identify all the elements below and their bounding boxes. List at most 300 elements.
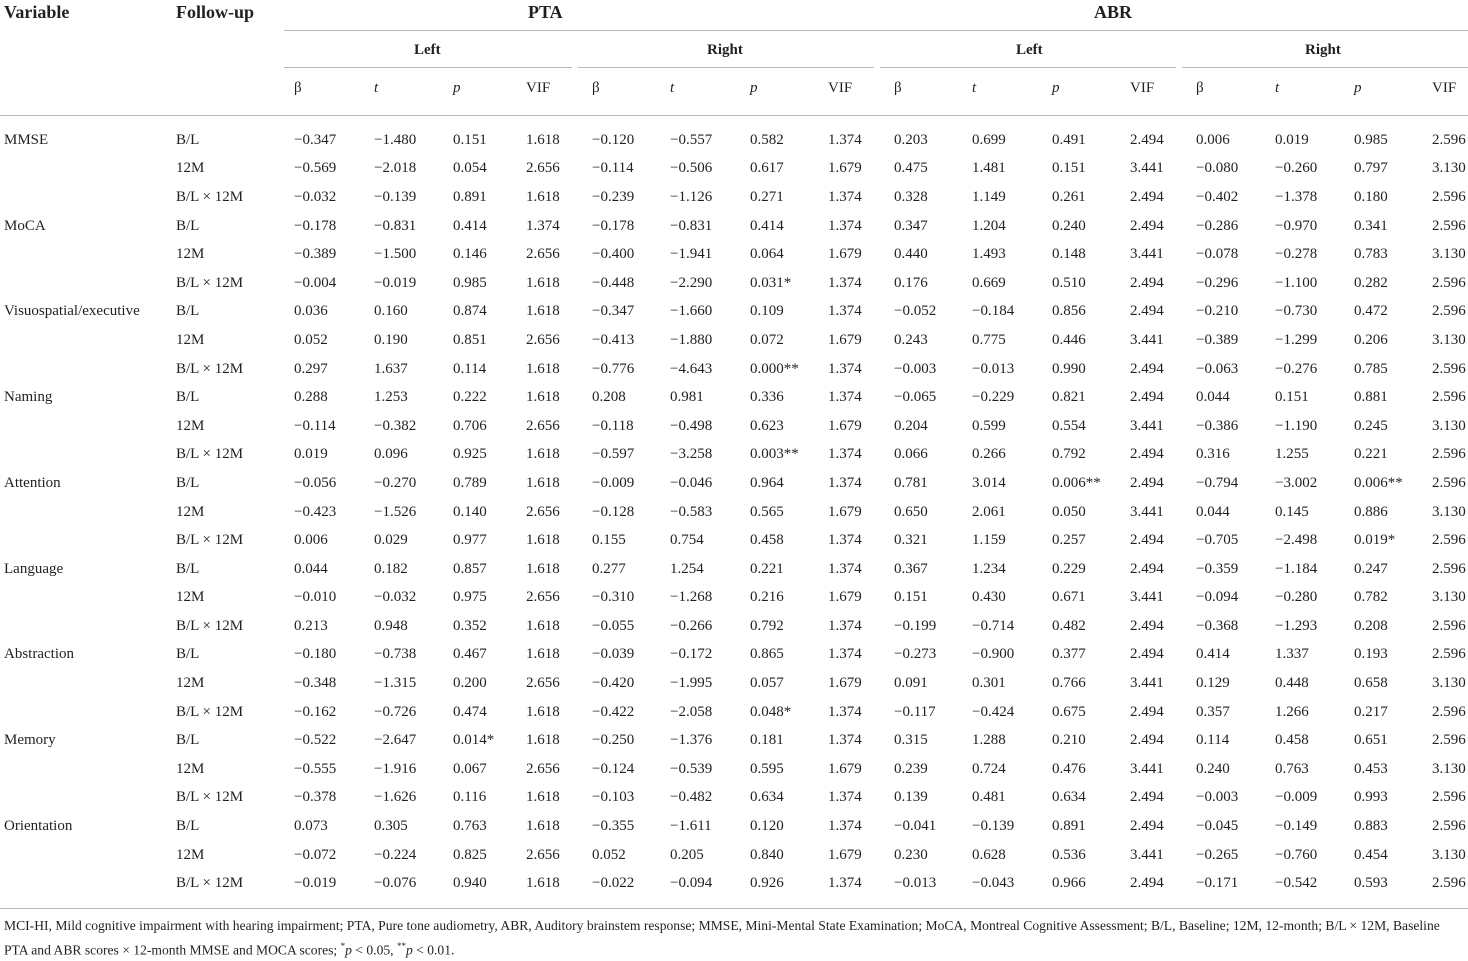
cell-value: −0.506 xyxy=(670,160,713,177)
cell-value: −0.103 xyxy=(592,789,635,806)
cell-value: −0.760 xyxy=(1275,846,1318,863)
cell-value: −0.296 xyxy=(1196,274,1239,291)
cell-value: −2.647 xyxy=(374,732,417,749)
stat-vif: VIF xyxy=(828,80,853,96)
cell-value: −3.258 xyxy=(670,446,713,463)
table-row xyxy=(0,755,1468,784)
cell-value: 2.494 xyxy=(1130,703,1164,720)
header-pta-right: Right xyxy=(707,42,743,58)
cell-variable xyxy=(0,355,176,384)
cell-value: 2.596 xyxy=(1432,560,1466,577)
cell-value: 1.374 xyxy=(828,560,862,577)
cell-value: 0.565 xyxy=(750,503,784,520)
cell-variable xyxy=(0,269,176,298)
cell-variable: MMSE xyxy=(4,131,49,148)
cell-value: 3.130 xyxy=(1432,417,1466,434)
table-row xyxy=(0,641,1468,670)
cell-value: −0.250 xyxy=(592,732,635,749)
cell-value: −0.199 xyxy=(894,617,937,634)
cell-value: 0.993 xyxy=(1354,789,1388,806)
cell-value: −0.539 xyxy=(670,760,713,777)
cell-value: −0.078 xyxy=(1196,246,1239,263)
cell-value: 0.634 xyxy=(750,789,784,806)
cell-value: 0.151 xyxy=(453,131,487,148)
stat-t: t xyxy=(670,80,675,96)
side-rule-abr-left xyxy=(880,67,1176,68)
cell-variable xyxy=(0,441,176,470)
cell-value: −0.022 xyxy=(592,875,635,892)
cell-followup: B/L × 12M xyxy=(176,703,244,720)
cell-value: 0.821 xyxy=(1052,389,1086,406)
header-bottom-rule xyxy=(0,115,1468,116)
cell-value: 2.596 xyxy=(1432,703,1466,720)
cell-value: 2.596 xyxy=(1432,732,1466,749)
cell-value: −1.480 xyxy=(374,131,417,148)
cell-value: 0.472 xyxy=(1354,303,1388,320)
cell-variable xyxy=(0,698,176,727)
cell-value: 2.494 xyxy=(1130,188,1164,205)
cell-value: −0.063 xyxy=(1196,360,1239,377)
cell-value: 2.596 xyxy=(1432,360,1466,377)
cell-value: 2.656 xyxy=(526,589,560,606)
cell-value: 1.255 xyxy=(1275,446,1309,463)
cell-value: −0.422 xyxy=(592,703,635,720)
stat-p: p xyxy=(453,80,461,96)
cell-value: 0.257 xyxy=(1052,532,1086,549)
cell-value: 1.374 xyxy=(526,217,560,234)
cell-value: 1.679 xyxy=(828,417,862,434)
table-row xyxy=(0,784,1468,813)
cell-value: 0.792 xyxy=(750,617,784,634)
cell-value: −0.738 xyxy=(374,646,417,663)
cell-value: 3.441 xyxy=(1130,589,1164,606)
cell-value: 0.781 xyxy=(894,474,928,491)
cell-variable xyxy=(0,412,176,441)
cell-value: 0.240 xyxy=(1196,760,1230,777)
cell-value: 2.596 xyxy=(1432,389,1466,406)
cell-value: −0.149 xyxy=(1275,818,1318,835)
cell-value: 3.014 xyxy=(972,474,1006,491)
side-rule-pta-left xyxy=(284,67,572,68)
cell-value: −1.315 xyxy=(374,675,417,692)
cell-value: 3.130 xyxy=(1432,503,1466,520)
cell-value: −0.172 xyxy=(670,646,713,663)
cell-value: 0.840 xyxy=(750,846,784,863)
cell-value: 0.775 xyxy=(972,331,1006,348)
cell-value: 1.493 xyxy=(972,246,1006,263)
cell-value: 2.596 xyxy=(1432,188,1466,205)
cell-value: 0.210 xyxy=(1052,732,1086,749)
cell-value: 1.337 xyxy=(1275,646,1309,663)
cell-value: 3.441 xyxy=(1130,331,1164,348)
cell-value: 0.440 xyxy=(894,246,928,263)
cell-value: −0.009 xyxy=(592,474,635,491)
cell-value: 0.724 xyxy=(972,760,1006,777)
cell-followup: 12M xyxy=(176,675,205,692)
cell-value: 0.203 xyxy=(894,131,928,148)
cell-value: 2.494 xyxy=(1130,732,1164,749)
cell-value: 3.441 xyxy=(1130,503,1164,520)
cell-value: 2.494 xyxy=(1130,617,1164,634)
cell-value: 0.891 xyxy=(453,188,487,205)
cell-value: 0.240 xyxy=(1052,217,1086,234)
cell-value: 3.441 xyxy=(1130,846,1164,863)
cell-value: −0.482 xyxy=(670,789,713,806)
cell-value: 0.316 xyxy=(1196,446,1230,463)
cell-value: 0.180 xyxy=(1354,188,1388,205)
cell-value: 2.596 xyxy=(1432,818,1466,835)
table-row xyxy=(0,812,1468,841)
cell-value: 0.754 xyxy=(670,532,704,549)
cell-value: 0.205 xyxy=(670,846,704,863)
cell-value: −0.117 xyxy=(894,703,936,720)
cell-followup: 12M xyxy=(176,846,205,863)
cell-value: −0.004 xyxy=(294,274,337,291)
cell-value: 3.441 xyxy=(1130,160,1164,177)
cell-value: −0.266 xyxy=(670,617,713,634)
stat-p: p xyxy=(750,80,758,96)
cell-value: 0.208 xyxy=(1354,617,1388,634)
cell-value: 0.966 xyxy=(1052,875,1086,892)
cell-value: 2.656 xyxy=(526,417,560,434)
cell-value: 1.374 xyxy=(828,303,862,320)
cell-variable xyxy=(0,784,176,813)
cell-value: 0.116 xyxy=(453,789,487,806)
cell-followup: B/L × 12M xyxy=(176,875,244,892)
cell-value: 0.072 xyxy=(750,331,784,348)
cell-value: 0.658 xyxy=(1354,675,1388,692)
cell-value: 0.036 xyxy=(294,303,328,320)
cell-value: 0.377 xyxy=(1052,646,1086,663)
cell-value: −0.400 xyxy=(592,246,635,263)
cell-value: 0.797 xyxy=(1354,160,1388,177)
cell-value: −0.389 xyxy=(1196,331,1239,348)
cell-value: 1.618 xyxy=(526,532,560,549)
cell-followup: 12M xyxy=(176,503,205,520)
cell-value: −0.555 xyxy=(294,760,337,777)
cell-followup: B/L × 12M xyxy=(176,446,244,463)
cell-value: −0.498 xyxy=(670,417,713,434)
cell-value: −0.310 xyxy=(592,589,635,606)
cell-value: 0.699 xyxy=(972,131,1006,148)
cell-value: 0.151 xyxy=(1275,389,1309,406)
cell-value: 2.596 xyxy=(1432,789,1466,806)
cell-followup: B/L × 12M xyxy=(176,274,244,291)
cell-value: 1.618 xyxy=(526,703,560,720)
cell-value: −1.184 xyxy=(1275,560,1318,577)
cell-value: 1.618 xyxy=(526,446,560,463)
cell-value: 0.789 xyxy=(453,474,487,491)
cell-followup: 12M xyxy=(176,246,205,263)
cell-value: 2.061 xyxy=(972,503,1006,520)
cell-value: 3.130 xyxy=(1432,331,1466,348)
cell-value: 0.044 xyxy=(1196,503,1230,520)
cell-value: −0.224 xyxy=(374,846,417,863)
cell-value: 0.145 xyxy=(1275,503,1309,520)
cell-value: −1.378 xyxy=(1275,188,1318,205)
cell-value: 0.247 xyxy=(1354,560,1388,577)
cell-value: 2.494 xyxy=(1130,360,1164,377)
cell-value: −0.010 xyxy=(294,589,337,606)
cell-value: 0.222 xyxy=(453,389,487,406)
cell-value: 0.650 xyxy=(894,503,928,520)
cell-value: 0.048* xyxy=(750,703,792,720)
cell-value: −0.184 xyxy=(972,303,1015,320)
cell-value: 3.130 xyxy=(1432,760,1466,777)
cell-value: 0.886 xyxy=(1354,503,1388,520)
cell-value: −0.139 xyxy=(374,188,417,205)
cell-value: 1.618 xyxy=(526,389,560,406)
cell-value: 1.618 xyxy=(526,732,560,749)
cell-value: −0.382 xyxy=(374,417,417,434)
cell-value: 2.656 xyxy=(526,246,560,263)
cell-value: −1.880 xyxy=(670,331,713,348)
cell-value: 1.374 xyxy=(828,818,862,835)
cell-value: 1.618 xyxy=(526,188,560,205)
cell-value: 2.596 xyxy=(1432,131,1466,148)
cell-value: 2.656 xyxy=(526,503,560,520)
cell-value: 1.374 xyxy=(828,646,862,663)
cell-value: 1.618 xyxy=(526,303,560,320)
cell-value: −1.941 xyxy=(670,246,713,263)
cell-value: 2.596 xyxy=(1432,532,1466,549)
cell-value: 0.883 xyxy=(1354,818,1388,835)
cell-value: −0.128 xyxy=(592,503,635,520)
cell-value: 0.964 xyxy=(750,474,784,491)
table-row xyxy=(0,212,1468,241)
cell-value: 0.146 xyxy=(453,246,487,263)
cell-value: −2.018 xyxy=(374,160,417,177)
cell-variable xyxy=(0,498,176,527)
cell-value: −0.046 xyxy=(670,474,713,491)
cell-value: 0.029 xyxy=(374,532,408,549)
cell-value: −0.831 xyxy=(670,217,713,234)
cell-value: 0.091 xyxy=(894,675,928,692)
group-rule xyxy=(284,30,1468,31)
cell-value: 2.494 xyxy=(1130,389,1164,406)
cell-value: 2.596 xyxy=(1432,474,1466,491)
cell-value: 0.856 xyxy=(1052,303,1086,320)
cell-variable xyxy=(0,612,176,641)
cell-value: 2.596 xyxy=(1432,303,1466,320)
cell-value: −0.178 xyxy=(592,217,635,234)
cell-value: 0.482 xyxy=(1052,617,1086,634)
cell-value: 0.454 xyxy=(1354,846,1388,863)
cell-value: −0.557 xyxy=(670,131,713,148)
cell-value: 1.618 xyxy=(526,560,560,577)
cell-value: 0.066 xyxy=(894,446,928,463)
cell-value: −1.995 xyxy=(670,675,713,692)
cell-value: −1.626 xyxy=(374,789,417,806)
cell-value: −0.265 xyxy=(1196,846,1239,863)
cell-value: 1.618 xyxy=(526,789,560,806)
cell-value: 2.494 xyxy=(1130,474,1164,491)
table-bottom-rule xyxy=(0,908,1468,909)
cell-value: 0.114 xyxy=(1196,732,1230,749)
cell-value: 3.441 xyxy=(1130,760,1164,777)
cell-value: 1.679 xyxy=(828,589,862,606)
cell-value: 0.064 xyxy=(750,246,784,263)
cell-value: 0.874 xyxy=(453,303,487,320)
cell-value: 2.494 xyxy=(1130,789,1164,806)
cell-value: −0.139 xyxy=(972,818,1015,835)
table-row xyxy=(0,412,1468,441)
cell-value: 1.266 xyxy=(1275,703,1309,720)
cell-value: 0.446 xyxy=(1052,331,1086,348)
cell-value: −0.278 xyxy=(1275,246,1318,263)
cell-value: −0.542 xyxy=(1275,875,1318,892)
header-group-abr: ABR xyxy=(1094,2,1133,22)
cell-value: −0.583 xyxy=(670,503,713,520)
cell-value: −0.970 xyxy=(1275,217,1318,234)
cell-value: 0.067 xyxy=(453,760,487,777)
cell-value: 0.140 xyxy=(453,503,487,520)
cell-value: 0.474 xyxy=(453,703,487,720)
cell-value: 1.374 xyxy=(828,703,862,720)
cell-value: 1.254 xyxy=(670,560,704,577)
cell-value: −0.355 xyxy=(592,818,635,835)
cell-variable: Abstraction xyxy=(4,646,74,663)
cell-value: −0.009 xyxy=(1275,789,1318,806)
table-row xyxy=(0,612,1468,641)
cell-value: −0.347 xyxy=(294,131,337,148)
cell-variable xyxy=(0,326,176,355)
cell-value: −0.013 xyxy=(972,360,1015,377)
cell-value: 1.679 xyxy=(828,160,862,177)
cell-value: −0.094 xyxy=(1196,589,1239,606)
cell-value: 0.925 xyxy=(453,446,487,463)
cell-value: −0.730 xyxy=(1275,303,1318,320)
cell-value: 2.656 xyxy=(526,760,560,777)
cell-value: 0.148 xyxy=(1052,246,1086,263)
header-group-pta: PTA xyxy=(528,2,563,22)
cell-followup: 12M xyxy=(176,589,205,606)
cell-value: 0.926 xyxy=(750,875,784,892)
table-row xyxy=(0,841,1468,870)
cell-value: 0.213 xyxy=(294,617,328,634)
cell-followup: B/L xyxy=(176,732,200,749)
cell-value: −0.041 xyxy=(894,818,937,835)
cell-value: 1.374 xyxy=(828,532,862,549)
cell-value: 0.014* xyxy=(453,732,495,749)
cell-value: 0.336 xyxy=(750,389,784,406)
cell-value: −0.423 xyxy=(294,503,337,520)
cell-value: −0.171 xyxy=(1196,875,1239,892)
cell-value: −0.032 xyxy=(374,589,417,606)
cell-value: 0.623 xyxy=(750,417,784,434)
cell-followup: B/L xyxy=(176,474,200,491)
table-row xyxy=(0,183,1468,212)
stat-p: p xyxy=(1354,80,1362,96)
cell-value: 3.441 xyxy=(1130,246,1164,263)
cell-value: 1.374 xyxy=(828,274,862,291)
cell-value: 3.441 xyxy=(1130,675,1164,692)
cell-value: 1.679 xyxy=(828,846,862,863)
cell-value: 0.190 xyxy=(374,331,408,348)
stat-vif: VIF xyxy=(1130,80,1155,96)
cell-value: −0.347 xyxy=(592,303,635,320)
cell-value: 0.628 xyxy=(972,846,1006,863)
cell-value: 2.494 xyxy=(1130,875,1164,892)
cell-value: 2.656 xyxy=(526,160,560,177)
cell-value: 2.656 xyxy=(526,675,560,692)
cell-value: 1.618 xyxy=(526,474,560,491)
cell-value: 1.679 xyxy=(828,246,862,263)
cell-value: 0.554 xyxy=(1052,417,1086,434)
cell-value: 0.593 xyxy=(1354,875,1388,892)
cell-value: 1.374 xyxy=(828,789,862,806)
cell-value: −0.286 xyxy=(1196,217,1239,234)
cell-value: 0.414 xyxy=(1196,646,1230,663)
cell-value: 0.288 xyxy=(294,389,328,406)
cell-followup: B/L xyxy=(176,131,200,148)
cell-value: 0.617 xyxy=(750,160,784,177)
cell-value: 0.206 xyxy=(1354,331,1388,348)
cell-value: 0.671 xyxy=(1052,589,1086,606)
cell-value: 0.139 xyxy=(894,789,928,806)
cell-value: −0.794 xyxy=(1196,474,1239,491)
cell-value: 0.000** xyxy=(750,360,799,377)
cell-variable: Visuospatial/executive xyxy=(4,303,140,320)
cell-value: 0.536 xyxy=(1052,846,1086,863)
cell-value: −0.003 xyxy=(1196,789,1239,806)
header-followup: Follow-up xyxy=(176,2,255,22)
cell-value: −0.705 xyxy=(1196,532,1239,549)
cell-value: −0.280 xyxy=(1275,589,1318,606)
cell-value: 3.130 xyxy=(1432,846,1466,863)
cell-value: 0.193 xyxy=(1354,646,1388,663)
stat-p: p xyxy=(1052,80,1060,96)
cell-value: 0.019 xyxy=(294,446,328,463)
cell-value: 1.374 xyxy=(828,360,862,377)
cell-value: 2.494 xyxy=(1130,274,1164,291)
stat-t: t xyxy=(374,80,379,96)
header-variable: Variable xyxy=(4,2,70,22)
cell-value: −0.180 xyxy=(294,646,337,663)
cell-value: 0.216 xyxy=(750,589,784,606)
cell-value: 0.476 xyxy=(1052,760,1086,777)
cell-value: 0.940 xyxy=(453,875,487,892)
table-row xyxy=(0,126,1468,155)
cell-value: 3.441 xyxy=(1130,417,1164,434)
cell-value: 0.282 xyxy=(1354,274,1388,291)
cell-followup: B/L xyxy=(176,389,200,406)
cell-value: 2.596 xyxy=(1432,217,1466,234)
cell-value: 0.414 xyxy=(750,217,784,234)
cell-value: −0.003 xyxy=(894,360,937,377)
cell-value: 0.151 xyxy=(1052,160,1086,177)
cell-value: −0.019 xyxy=(374,274,417,291)
cell-value: 3.130 xyxy=(1432,589,1466,606)
cell-followup: B/L xyxy=(176,217,200,234)
cell-value: 0.948 xyxy=(374,617,408,634)
cell-value: 0.261 xyxy=(1052,188,1086,205)
cell-value: 0.595 xyxy=(750,760,784,777)
cell-value: −0.045 xyxy=(1196,818,1239,835)
cell-value: 0.891 xyxy=(1052,818,1086,835)
cell-value: 0.651 xyxy=(1354,732,1388,749)
cell-value: 1.618 xyxy=(526,617,560,634)
cell-value: −0.714 xyxy=(972,617,1015,634)
cell-value: 0.019 xyxy=(1275,131,1309,148)
cell-value: 0.019* xyxy=(1354,532,1396,549)
stat-beta: β xyxy=(592,80,600,96)
cell-value: 0.985 xyxy=(453,274,487,291)
cell-value: −1.100 xyxy=(1275,274,1318,291)
cell-value: 0.475 xyxy=(894,160,928,177)
cell-value: 2.596 xyxy=(1432,875,1466,892)
cell-value: 0.229 xyxy=(1052,560,1086,577)
